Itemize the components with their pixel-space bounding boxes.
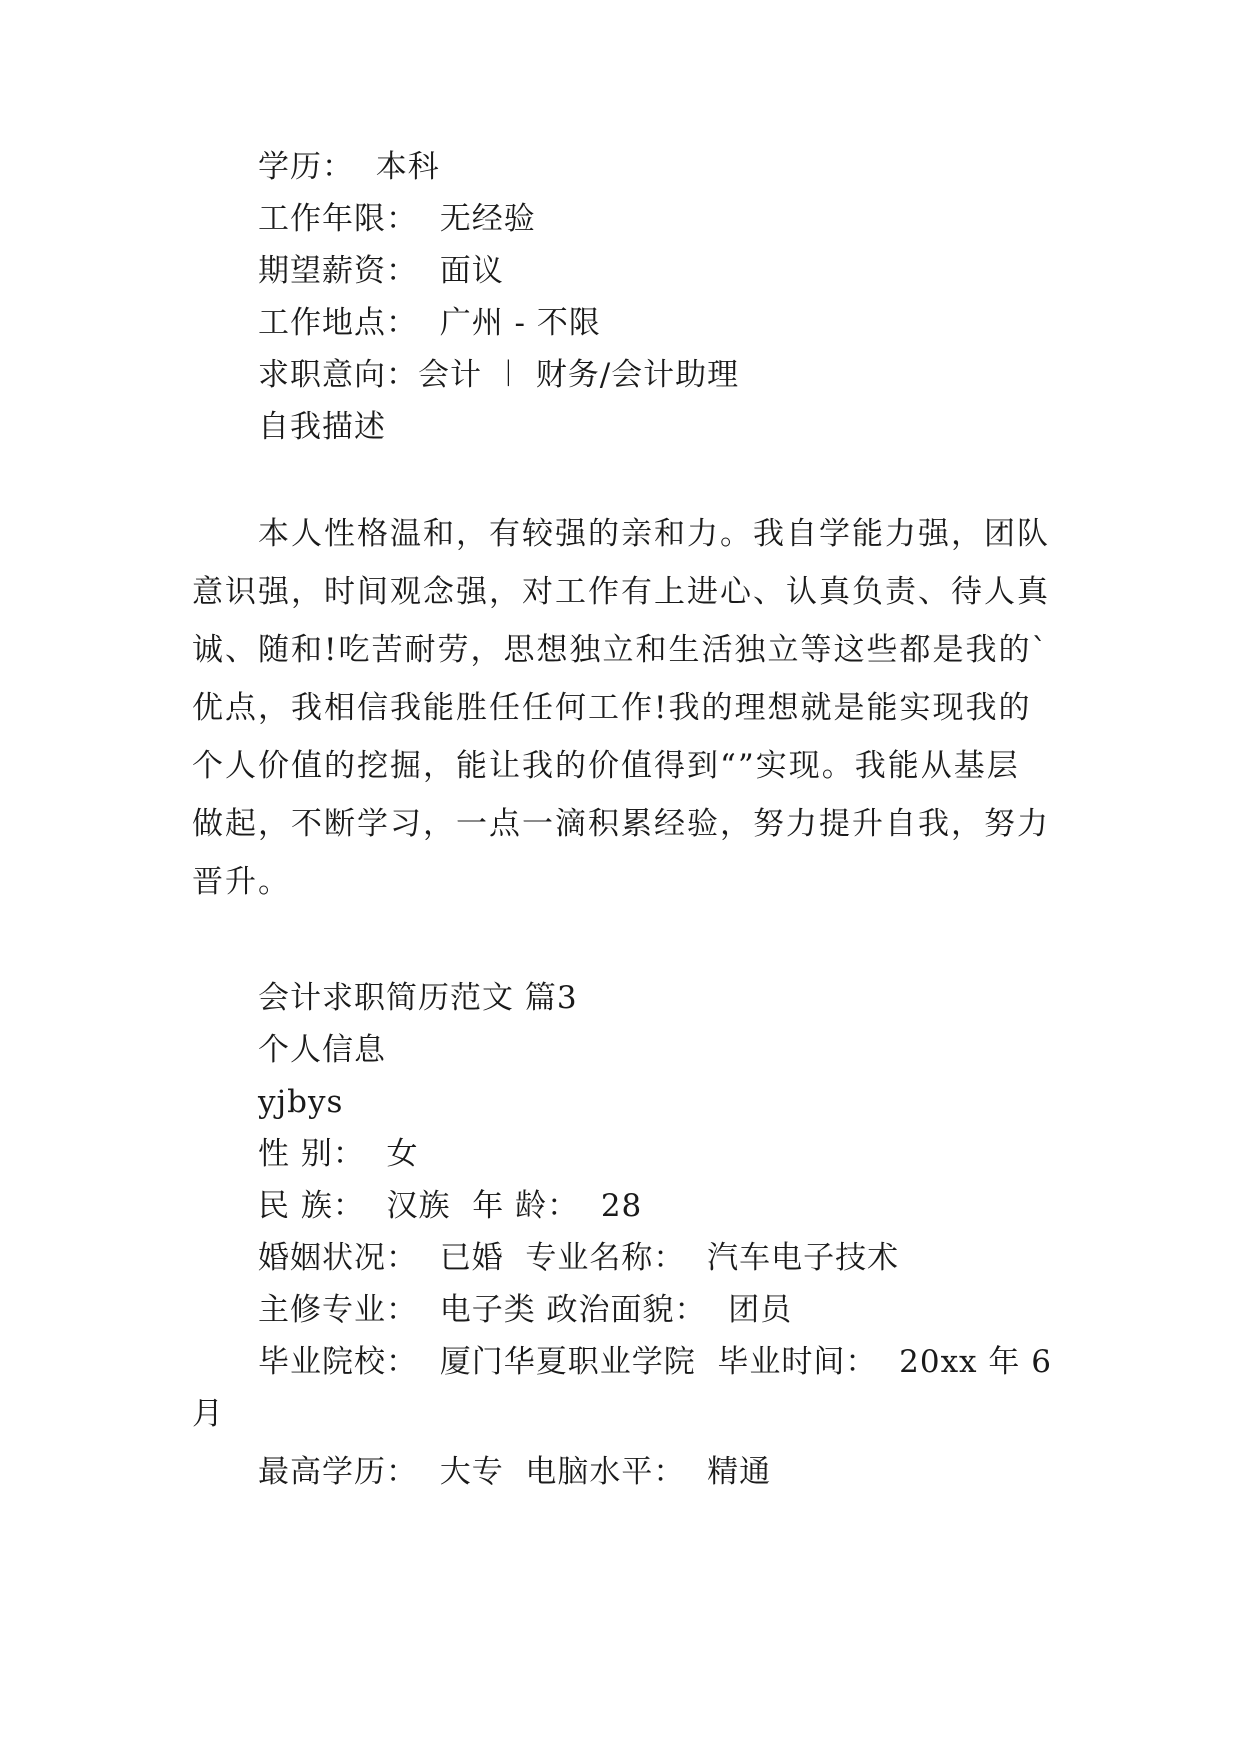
paragraph-line: 诚、随和!吃苦耐劳，思想独立和生活独立等这些都是我的` <box>192 632 1049 668</box>
major-politics-line: 主修专业： 电子类 政治面貌： 团员 <box>258 1292 793 1328</box>
paragraph-line: 个人价值的挖掘，能让我的价值得到“”实现。我能从基层 <box>192 748 1020 784</box>
self-description-heading: 自我描述 <box>258 409 386 445</box>
marital-major-line: 婚姻状况： 已婚 专业名称： 汽车电子技术 <box>258 1240 900 1276</box>
personal-info-heading: 个人信息 <box>258 1032 386 1068</box>
school-graduation-line: 毕业院校： 厦门华夏职业学院 毕业时间： 20xx 年 6 <box>258 1344 1052 1380</box>
paragraph-line: 晋升。 <box>192 864 291 900</box>
code-text: yjbys <box>258 1084 344 1120</box>
paragraph-line: 做起，不断学习，一点一滴积累经验，努力提升自我，努力 <box>192 806 1050 842</box>
education-computer-line: 最高学历： 大专 电脑水平： 精通 <box>258 1454 772 1490</box>
basic-info-location: 工作地点： 广州 - 不限 <box>258 305 601 341</box>
section-title: 会计求职简历范文 篇3 <box>258 980 578 1016</box>
school-graduation-line-cont: 月 <box>192 1396 224 1432</box>
self-description-paragraph <box>192 505 1052 911</box>
paragraph-line: 本人性格温和，有较强的亲和力。我自学能力强，团队 <box>258 516 1050 552</box>
paragraph-line: 意识强，时间观念强，对工作有上进心、认真负责、待人真 <box>192 574 1050 610</box>
basic-info-salary: 期望薪资： 面议 <box>258 253 504 289</box>
basic-info-intention: 求职意向：会计 ︱ 财务/会计助理 <box>258 357 740 393</box>
paragraph-line: 优点，我相信我能胜任任何工作!我的理想就是能实现我的 <box>192 690 1032 726</box>
ethnicity-age-line: 民 族： 汉族 年 龄： 28 <box>258 1188 643 1224</box>
basic-info-work-years: 工作年限： 无经验 <box>258 201 536 237</box>
gender-line: 性 别： 女 <box>258 1136 419 1172</box>
basic-info-education: 学历： 本科 <box>258 149 440 185</box>
